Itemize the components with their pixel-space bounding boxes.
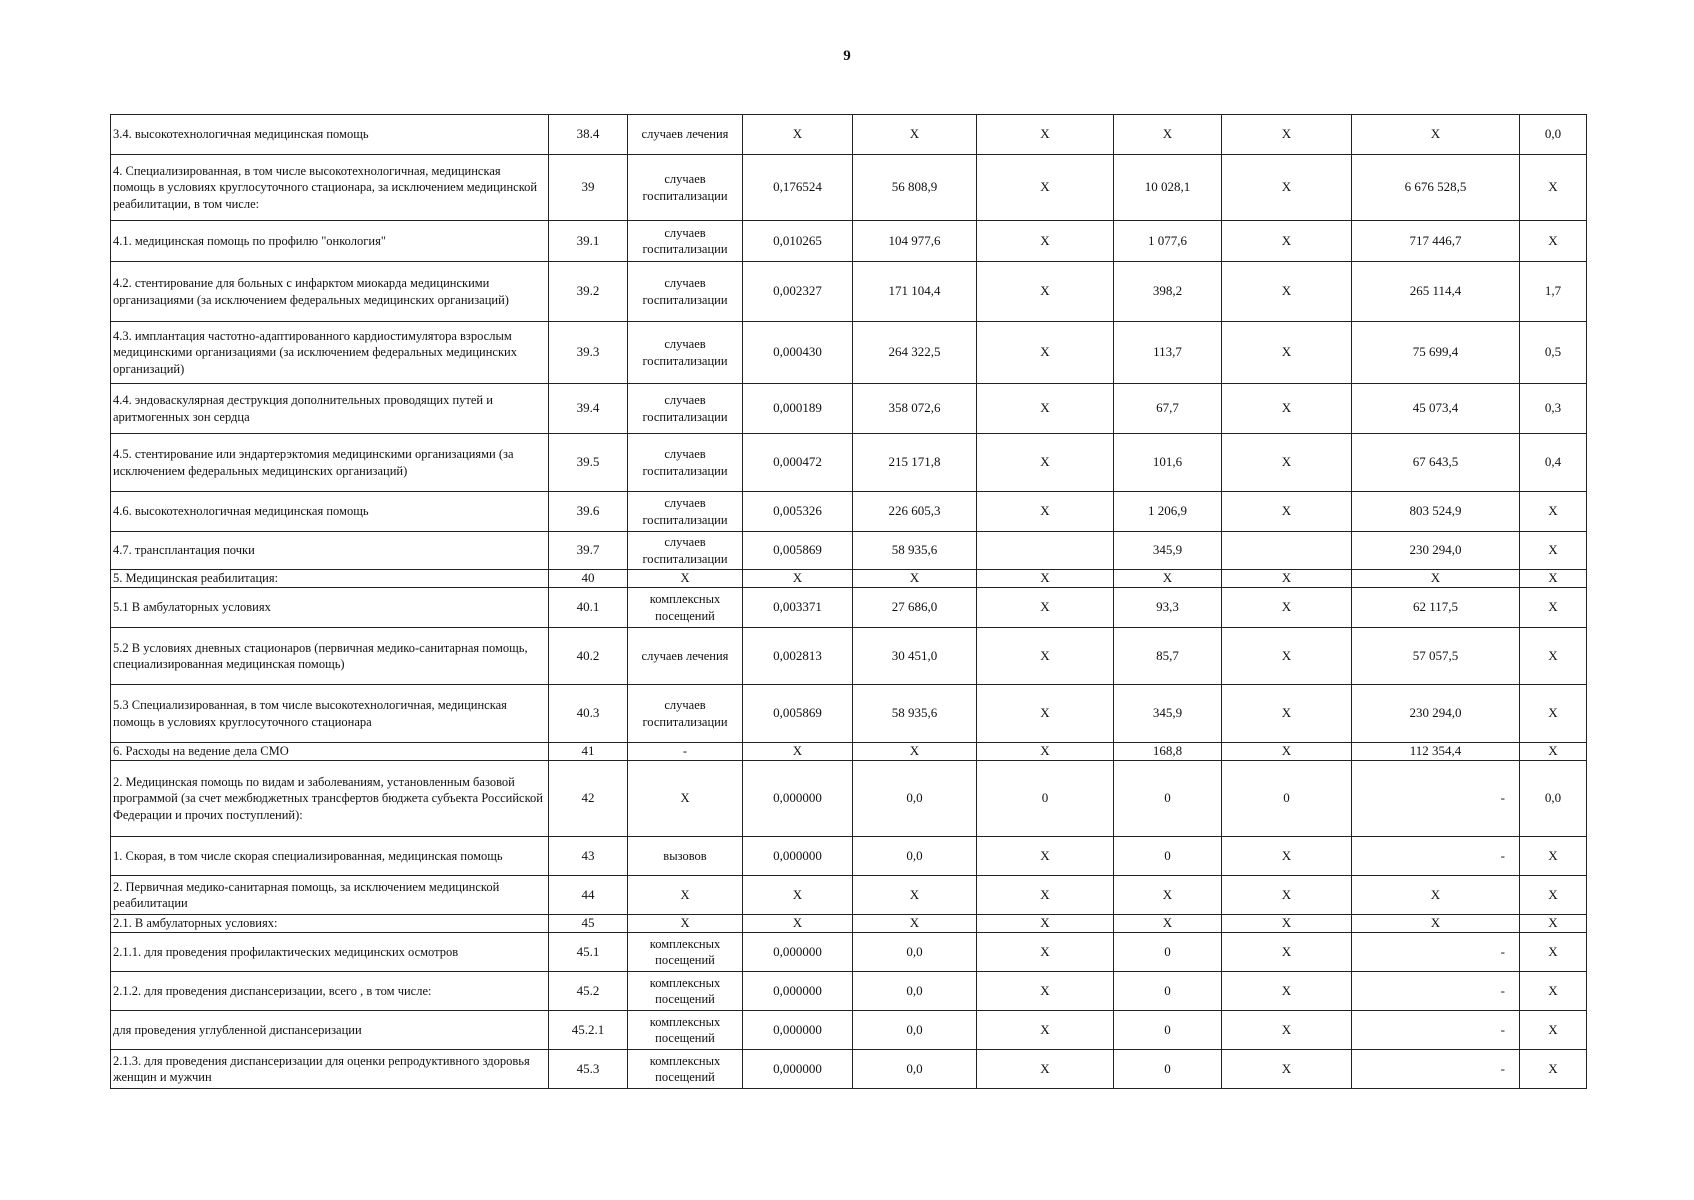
row-value-cell: 0,005869 <box>743 685 853 743</box>
row-code-cell: 40 <box>549 570 628 588</box>
row-name-cell: 2. Первичная медико-санитарная помощь, за исключением медицинской реабилитации <box>111 876 549 915</box>
row-value-cell: 717 446,7 <box>1352 221 1520 262</box>
row-code-cell: 41 <box>549 743 628 761</box>
row-value-cell: 10 028,1 <box>1114 155 1222 221</box>
row-unit-cell: комплексных посещений <box>628 1011 743 1050</box>
row-value-cell: X <box>1222 588 1352 628</box>
row-code-cell: 44 <box>549 876 628 915</box>
row-unit-cell: комплексных посещений <box>628 933 743 972</box>
row-value-cell: 230 294,0 <box>1352 685 1520 743</box>
row-value-cell: - <box>1352 933 1520 972</box>
row-code-cell: 43 <box>549 837 628 876</box>
row-unit-cell: - <box>628 743 743 761</box>
row-value-cell: 45 073,4 <box>1352 384 1520 434</box>
row-value-cell: X <box>1222 262 1352 322</box>
row-value-cell: 0 <box>1114 1050 1222 1089</box>
row-value-cell: X <box>1114 570 1222 588</box>
table-row <box>111 492 1587 532</box>
row-value-cell: 56 808,9 <box>853 155 977 221</box>
row-value-cell: 67,7 <box>1114 384 1222 434</box>
row-value-cell: 0,0 <box>853 933 977 972</box>
row-value-cell: X <box>1352 570 1520 588</box>
row-value-cell: X <box>1520 837 1587 876</box>
row-code-cell: 45.1 <box>549 933 628 972</box>
row-value-cell: X <box>977 492 1114 532</box>
row-name-cell: 4.4. эндоваскулярная деструкция дополнительных проводящих путей и аритмогенных зон сердца <box>111 384 549 434</box>
row-value-cell: X <box>1222 384 1352 434</box>
row-value-cell: 113,7 <box>1114 322 1222 384</box>
row-code-cell: 39.6 <box>549 492 628 532</box>
row-value-cell: 265 114,4 <box>1352 262 1520 322</box>
row-value-cell: X <box>1520 155 1587 221</box>
row-value-cell: X <box>1222 221 1352 262</box>
row-unit-cell: комплексных посещений <box>628 972 743 1011</box>
row-name-cell: 5.3 Специализированная, в том числе высокотехнологичная, медицинская помощь в условиях круглосуточного стационара <box>111 685 549 743</box>
row-code-cell: 40.1 <box>549 588 628 628</box>
row-value-cell: 0,0 <box>1520 115 1587 155</box>
row-name-cell: 3.4. высокотехнологичная медицинская помощь <box>111 115 549 155</box>
row-value-cell: X <box>1222 837 1352 876</box>
row-value-cell: X <box>977 685 1114 743</box>
row-unit-cell: случаев лечения <box>628 115 743 155</box>
row-unit-cell: X <box>628 876 743 915</box>
row-code-cell: 39.7 <box>549 532 628 570</box>
row-name-cell: 4.6. высокотехнологичная медицинская помощь <box>111 492 549 532</box>
row-value-cell: X <box>1222 115 1352 155</box>
table-row <box>111 1011 1587 1050</box>
row-code-cell: 45 <box>549 915 628 933</box>
row-code-cell: 40.3 <box>549 685 628 743</box>
row-value-cell: X <box>1520 492 1587 532</box>
row-value-cell: 57 057,5 <box>1352 628 1520 685</box>
row-value-cell: X <box>1222 915 1352 933</box>
row-value-cell: X <box>1520 972 1587 1011</box>
row-value-cell: - <box>1352 1011 1520 1050</box>
row-value-cell: X <box>853 743 977 761</box>
table-row <box>111 837 1587 876</box>
row-value-cell: X <box>1520 588 1587 628</box>
row-value-cell: 0 <box>1114 933 1222 972</box>
row-code-cell: 42 <box>549 761 628 837</box>
row-value-cell: X <box>1520 933 1587 972</box>
row-value-cell: X <box>1520 915 1587 933</box>
row-unit-cell: X <box>628 570 743 588</box>
row-unit-cell: случаев госпитализации <box>628 434 743 492</box>
row-value-cell: X <box>977 743 1114 761</box>
row-value-cell: 75 699,4 <box>1352 322 1520 384</box>
row-value-cell: 0,0 <box>853 1011 977 1050</box>
row-value-cell: 0,000000 <box>743 972 853 1011</box>
row-value-cell: X <box>977 876 1114 915</box>
row-value-cell: 0,000000 <box>743 761 853 837</box>
row-unit-cell: случаев госпитализации <box>628 221 743 262</box>
row-value-cell: 0,000000 <box>743 1050 853 1089</box>
row-name-cell: 4. Специализированная, в том числе высокотехнологичная, медицинская помощь в условиях круглосуточного стационара, за исключением медицинской реабилитации, в том числе: <box>111 155 549 221</box>
financing-table <box>110 114 1587 1089</box>
row-value-cell: X <box>1520 570 1587 588</box>
row-value-cell: X <box>977 262 1114 322</box>
row-value-cell: X <box>1222 628 1352 685</box>
row-value-cell: X <box>977 837 1114 876</box>
row-value-cell: 0 <box>977 761 1114 837</box>
table-row <box>111 532 1587 570</box>
row-value-cell: 0,0 <box>853 837 977 876</box>
row-value-cell: X <box>1222 434 1352 492</box>
row-name-cell: 5. Медицинская реабилитация: <box>111 570 549 588</box>
row-name-cell: 1. Скорая, в том числе скорая специализированная, медицинская помощь <box>111 837 549 876</box>
row-value-cell: X <box>1222 1011 1352 1050</box>
row-code-cell: 40.2 <box>549 628 628 685</box>
row-value-cell: 1,7 <box>1520 262 1587 322</box>
row-value-cell: 171 104,4 <box>853 262 977 322</box>
row-value-cell: 58 935,6 <box>853 532 977 570</box>
row-value-cell: 264 322,5 <box>853 322 977 384</box>
table-row <box>111 685 1587 743</box>
row-value-cell: X <box>1352 876 1520 915</box>
row-value-cell: 0,005869 <box>743 532 853 570</box>
row-unit-cell: комплексных посещений <box>628 588 743 628</box>
row-name-cell: 4.3. имплантация частотно-адаптированного кардиостимулятора взрослым медицинскими организациями (за исключением федеральных медицинских организаций) <box>111 322 549 384</box>
row-code-cell: 39.3 <box>549 322 628 384</box>
table-row <box>111 972 1587 1011</box>
row-value-cell: X <box>1222 492 1352 532</box>
row-code-cell: 38.4 <box>549 115 628 155</box>
row-value-cell: X <box>743 570 853 588</box>
row-value-cell: 104 977,6 <box>853 221 977 262</box>
table-row <box>111 915 1587 933</box>
row-value-cell: 0,000430 <box>743 322 853 384</box>
row-value-cell: X <box>853 876 977 915</box>
table-row <box>111 1050 1587 1089</box>
row-value-cell: 0,005326 <box>743 492 853 532</box>
row-value-cell: 85,7 <box>1114 628 1222 685</box>
row-code-cell: 39 <box>549 155 628 221</box>
row-value-cell: 345,9 <box>1114 532 1222 570</box>
table-row <box>111 155 1587 221</box>
row-name-cell: 6. Расходы на ведение дела СМО <box>111 743 549 761</box>
row-value-cell: X <box>977 570 1114 588</box>
row-name-cell: 5.2 В условиях дневных стационаров (первичная медико-санитарная помощь, специализированная медицинская помощь) <box>111 628 549 685</box>
row-value-cell: 0,002813 <box>743 628 853 685</box>
row-value-cell: 0,002327 <box>743 262 853 322</box>
row-value-cell: X <box>1520 628 1587 685</box>
row-value-cell: 67 643,5 <box>1352 434 1520 492</box>
row-value-cell: 0 <box>1114 761 1222 837</box>
row-unit-cell: случаев госпитализации <box>628 384 743 434</box>
table-row <box>111 322 1587 384</box>
row-value-cell: X <box>977 155 1114 221</box>
row-name-cell: 5.1 В амбулаторных условиях <box>111 588 549 628</box>
row-value-cell: 215 171,8 <box>853 434 977 492</box>
row-value-cell: X <box>977 972 1114 1011</box>
row-unit-cell: случаев лечения <box>628 628 743 685</box>
row-value-cell: X <box>1222 570 1352 588</box>
row-value-cell: 358 072,6 <box>853 384 977 434</box>
row-code-cell: 39.2 <box>549 262 628 322</box>
table-row <box>111 588 1587 628</box>
row-code-cell: 45.2 <box>549 972 628 1011</box>
row-value-cell: X <box>977 384 1114 434</box>
row-value-cell: X <box>1222 743 1352 761</box>
row-value-cell: 112 354,4 <box>1352 743 1520 761</box>
row-name-cell: для проведения углубленной диспансеризации <box>111 1011 549 1050</box>
row-value-cell: X <box>1222 685 1352 743</box>
row-value-cell: X <box>743 876 853 915</box>
row-value-cell: 93,3 <box>1114 588 1222 628</box>
table-row <box>111 761 1587 837</box>
row-code-cell: 45.2.1 <box>549 1011 628 1050</box>
row-value-cell: X <box>1222 322 1352 384</box>
row-value-cell: 1 077,6 <box>1114 221 1222 262</box>
row-value-cell: X <box>1114 876 1222 915</box>
row-value-cell: 62 117,5 <box>1352 588 1520 628</box>
row-name-cell: 4.7. трансплантация почки <box>111 532 549 570</box>
row-code-cell: 39.5 <box>549 434 628 492</box>
row-value-cell: X <box>1114 115 1222 155</box>
row-value-cell: X <box>1520 1011 1587 1050</box>
table-row <box>111 933 1587 972</box>
row-value-cell: X <box>977 588 1114 628</box>
row-value-cell: X <box>1352 115 1520 155</box>
row-value-cell: 0,0 <box>853 972 977 1011</box>
row-value-cell: X <box>743 743 853 761</box>
row-code-cell: 45.3 <box>549 1050 628 1089</box>
table-row <box>111 628 1587 685</box>
row-value-cell: 0,010265 <box>743 221 853 262</box>
row-value-cell: 0,4 <box>1520 434 1587 492</box>
row-unit-cell: случаев госпитализации <box>628 532 743 570</box>
table-row <box>111 221 1587 262</box>
row-value-cell: 226 605,3 <box>853 492 977 532</box>
row-value-cell: 0,000000 <box>743 933 853 972</box>
row-value-cell: 0,3 <box>1520 384 1587 434</box>
row-value-cell: 1 206,9 <box>1114 492 1222 532</box>
row-code-cell: 39.4 <box>549 384 628 434</box>
row-value-cell: X <box>977 434 1114 492</box>
table-row <box>111 384 1587 434</box>
row-name-cell: 4.1. медицинская помощь по профилю "онкология" <box>111 221 549 262</box>
row-unit-cell: случаев госпитализации <box>628 685 743 743</box>
page-number: 9 <box>843 48 851 64</box>
row-value-cell: X <box>977 221 1114 262</box>
row-unit-cell: X <box>628 915 743 933</box>
row-name-cell: 2.1.3. для проведения диспансеризации для оценки репродуктивного здоровья женщин и мужчин <box>111 1050 549 1089</box>
table-row <box>111 115 1587 155</box>
row-value-cell: - <box>1352 761 1520 837</box>
row-value-cell: 0,0 <box>853 1050 977 1089</box>
row-value-cell: X <box>977 915 1114 933</box>
row-value-cell: 0,0 <box>853 761 977 837</box>
row-value-cell: X <box>1222 876 1352 915</box>
row-value-cell: X <box>977 628 1114 685</box>
row-name-cell: 4.2. стентирование для больных с инфарктом миокарда медицинскими организациями (за исключением федеральных медицинских организаций) <box>111 262 549 322</box>
row-value-cell: 0 <box>1114 837 1222 876</box>
row-value-cell: 30 451,0 <box>853 628 977 685</box>
row-value-cell: 58 935,6 <box>853 685 977 743</box>
row-value-cell: 0,176524 <box>743 155 853 221</box>
row-value-cell: X <box>1222 155 1352 221</box>
row-name-cell: 2.1. В амбулаторных условиях: <box>111 915 549 933</box>
row-value-cell: 0 <box>1114 1011 1222 1050</box>
row-unit-cell: случаев госпитализации <box>628 322 743 384</box>
row-value-cell: 27 686,0 <box>853 588 977 628</box>
row-unit-cell: X <box>628 761 743 837</box>
row-value-cell: X <box>853 570 977 588</box>
row-unit-cell: случаев госпитализации <box>628 262 743 322</box>
row-value-cell: 345,9 <box>1114 685 1222 743</box>
row-value-cell: X <box>853 115 977 155</box>
row-unit-cell: случаев госпитализации <box>628 155 743 221</box>
row-value-cell: X <box>1520 1050 1587 1089</box>
row-value-cell: X <box>743 115 853 155</box>
row-value-cell: X <box>1222 933 1352 972</box>
table-row <box>111 876 1587 915</box>
row-value-cell: 168,8 <box>1114 743 1222 761</box>
row-value-cell: 0,0 <box>1520 761 1587 837</box>
table-row <box>111 570 1587 588</box>
table-row <box>111 262 1587 322</box>
row-value-cell: X <box>743 915 853 933</box>
row-value-cell: 0 <box>1222 761 1352 837</box>
row-value-cell: - <box>1352 837 1520 876</box>
row-value-cell <box>977 532 1114 570</box>
row-value-cell: X <box>1520 876 1587 915</box>
row-value-cell: X <box>977 115 1114 155</box>
row-value-cell: X <box>1520 221 1587 262</box>
row-value-cell: X <box>853 915 977 933</box>
row-value-cell: 6 676 528,5 <box>1352 155 1520 221</box>
row-name-cell: 2. Медицинская помощь по видам и заболеваниям, установленным базовой программой (за счет межбюджетных трансфертов бюджета субъекта Российской Федерации и прочих поступлений): <box>111 761 549 837</box>
row-value-cell: X <box>1352 915 1520 933</box>
row-value-cell: - <box>1352 972 1520 1011</box>
row-unit-cell: комплексных посещений <box>628 1050 743 1089</box>
row-value-cell: X <box>1520 532 1587 570</box>
table-row <box>111 743 1587 761</box>
row-value-cell: 398,2 <box>1114 262 1222 322</box>
row-unit-cell: вызовов <box>628 837 743 876</box>
row-value-cell: X <box>977 322 1114 384</box>
row-value-cell: X <box>1222 1050 1352 1089</box>
row-value-cell: X <box>1520 743 1587 761</box>
row-value-cell: 0,5 <box>1520 322 1587 384</box>
row-value-cell: 101,6 <box>1114 434 1222 492</box>
row-value-cell: 803 524,9 <box>1352 492 1520 532</box>
row-value-cell: 0,000472 <box>743 434 853 492</box>
row-unit-cell: случаев госпитализации <box>628 492 743 532</box>
row-value-cell: X <box>977 933 1114 972</box>
row-value-cell: - <box>1352 1050 1520 1089</box>
row-value-cell: 0,000189 <box>743 384 853 434</box>
table-row <box>111 434 1587 492</box>
row-value-cell: X <box>977 1011 1114 1050</box>
row-value-cell <box>1222 532 1352 570</box>
row-name-cell: 2.1.1. для проведения профилактических медицинских осмотров <box>111 933 549 972</box>
row-code-cell: 39.1 <box>549 221 628 262</box>
row-value-cell: 0,000000 <box>743 837 853 876</box>
row-value-cell: X <box>1114 915 1222 933</box>
row-value-cell: 230 294,0 <box>1352 532 1520 570</box>
row-name-cell: 4.5. стентирование или эндартерэктомия медицинскими организациями (за исключением федеральных медицинских организаций) <box>111 434 549 492</box>
row-value-cell: 0,000000 <box>743 1011 853 1050</box>
row-value-cell: X <box>977 1050 1114 1089</box>
row-value-cell: X <box>1222 972 1352 1011</box>
row-value-cell: 0,003371 <box>743 588 853 628</box>
row-name-cell: 2.1.2. для проведения диспансеризации, всего , в том числе: <box>111 972 549 1011</box>
row-value-cell: 0 <box>1114 972 1222 1011</box>
row-value-cell: X <box>1520 685 1587 743</box>
